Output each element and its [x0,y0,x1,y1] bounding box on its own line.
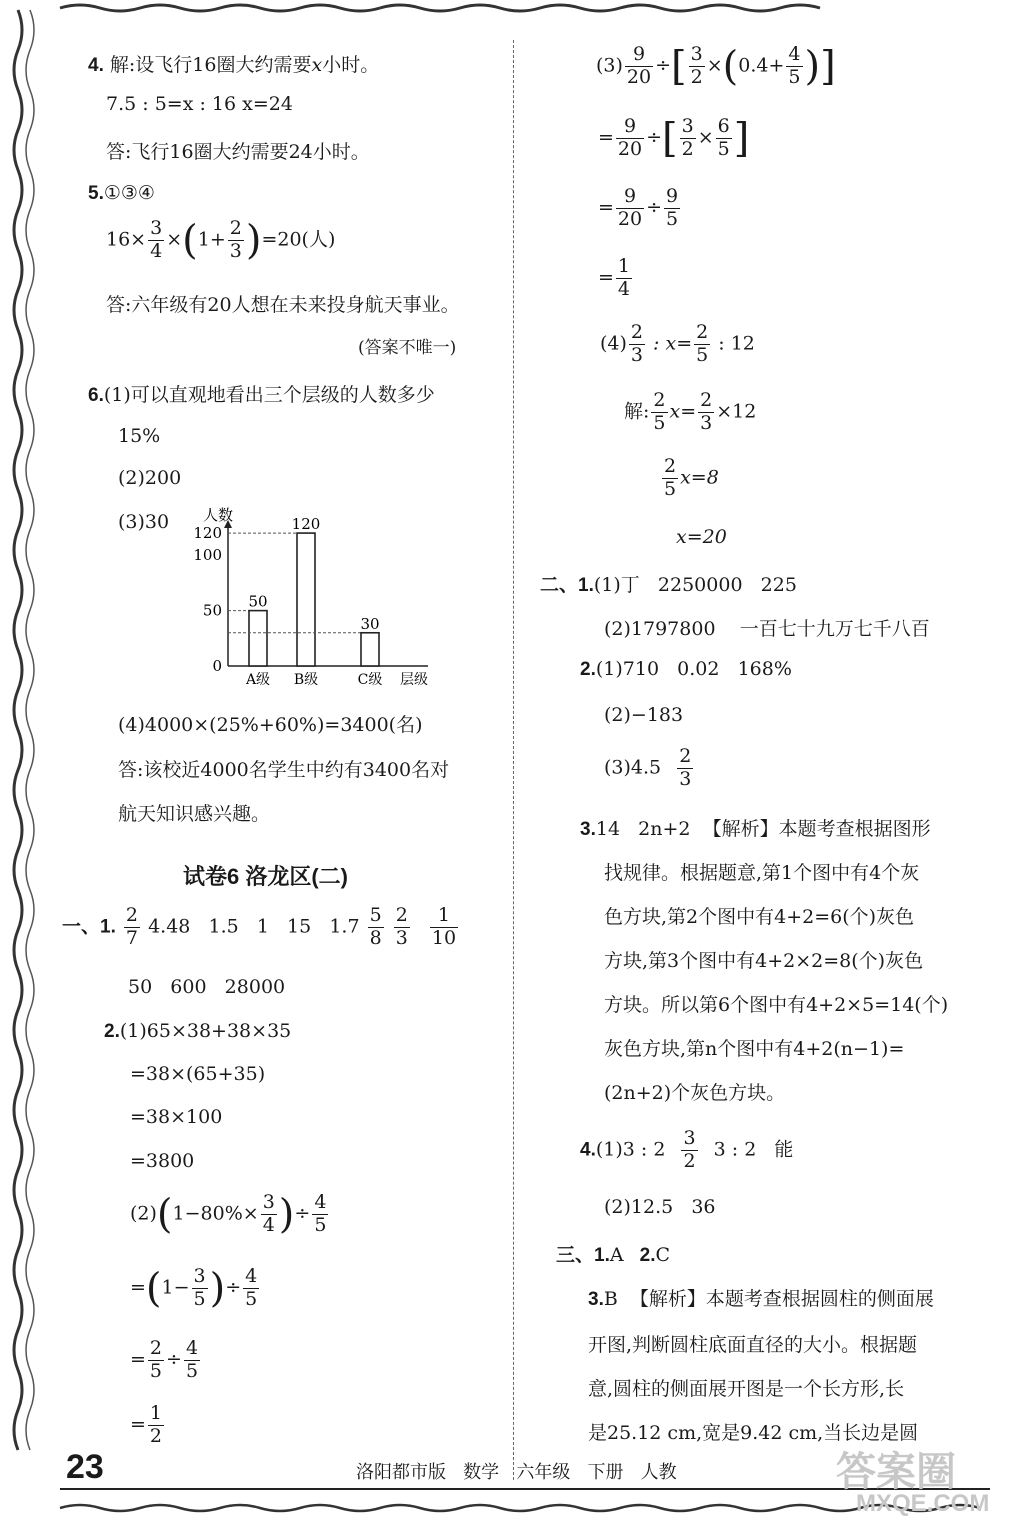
r-sec3-q3-head: 3.B 【解析】本题考查根据圆柱的侧面展 [588,1288,934,1310]
q6-part2: (2)200 [118,467,182,489]
r-p4-step1: 解: $\frac{2}{5}$ x= $\frac{2}{3}$ ×12 [624,389,757,434]
r-p3-result: = $\frac{1}{4}$ [598,255,631,300]
bar-C级 [361,633,379,666]
r-sec2-q2c: (3)4.5 $\frac{2}{3}$ [604,745,692,790]
q6-part1: 6.(1)可以直观地看出三个层级的人数多少 [88,384,435,406]
r-sec2-q2a: 2.(1)710 0.02 168% [580,658,792,680]
column-divider [513,40,514,1480]
question-number: 4. [88,55,104,76]
q4-line1: 4. 解:设飞行16圈大约需要x小时。 [88,54,380,76]
s2-line2: =38×(65+35) [130,1063,266,1085]
q5-note: (答案不唯一) [358,338,457,358]
y-tick-label: 50 [202,601,222,620]
q5-expression: 16× $\frac{3}{4}$ ×(1+ $\frac{2}{3}$ )=20(人) [106,217,336,264]
y-axis-label: 人数 [203,506,234,524]
r-sec2-q3-l3: 色方块,第2个图中有4+2=6(个)灰色 [604,906,915,928]
r-sec2-q3-l2: 找规律。根据题意,第1个图中有4个灰 [604,862,920,884]
r-sec2-q3-head: 3.14 2n+2 【解析】本题考查根据图形 [580,818,931,840]
y-tick-label: 100 [193,546,222,565]
r-sec2-q4c: (2)12.5 36 [604,1196,716,1218]
x-tick-label: B级 [293,672,319,688]
r-sec3-q3-l3: 意,圆柱的侧面展开图是一个长方形,长 [588,1378,905,1400]
r-p3-step2: = $\frac{9}{20}$ ÷ $\frac{9}{5}$ [598,185,679,230]
watermark-url: MXQE.COM [856,1490,990,1517]
r-sec3-q3-l2: 开图,判断圆柱底面直径的大小。根据题 [588,1334,918,1356]
r-sec2-q3-l7: (2n+2)个灰色方块。 [604,1082,786,1104]
r-sec3-q1q2: 三、1.A 2.C [556,1244,671,1266]
q6-answer-line1: 答:该校近4000名学生中约有3400名对 [118,759,450,781]
s2-line1: 2.(1)65×38+38×35 [104,1020,292,1042]
q6-part1-value: 15% [118,425,161,447]
s2-line3: =38×100 [130,1106,223,1128]
x-tick-label: A级 [245,672,271,688]
r-sec2-q1a: 二、1.(1)丁 2250000 225 [540,574,797,596]
y-tick-label: 120 [193,524,222,543]
s2-line4: =3800 [130,1150,195,1172]
x-axis-label: 层级 [400,672,428,688]
r-p4-expr: (4) $\frac{2}{3}$ : x= $\frac{2}{5}$ : 12 [600,321,755,366]
q4-equation: 7.5 : 5=x : 16 x=24 [106,93,293,115]
q4-answer: 答:飞行16圈大约需要24小时。 [106,141,370,163]
r-p3-step1: = $\frac{9}{20}$ ÷[ $\frac{3}{2}$ × $\frac{6}{5}$ ] [598,115,750,162]
s1-q1-row2: 50 600 28000 [128,976,286,998]
s2-part2-step1: =(1− $\frac{3}{5}$ )÷ $\frac{4}{5}$ [130,1265,258,1312]
section-title: 试卷6 洛龙区(二) [183,864,349,889]
bar-value-label: 30 [360,614,380,633]
s2-part2-step2: = $\frac{2}{5}$ ÷ $\frac{4}{5}$ [130,1337,199,1382]
y-tick-label: 0 [212,657,222,675]
bar-value-label: 120 [291,515,321,534]
footer-text: 洛阳都市版 数学 六年级 下册 人教 [356,1462,677,1483]
r-sec2-q2b: (2)−183 [604,704,684,726]
r-p4-step2: $\frac{2}{5}$ x=8 [664,455,719,500]
page-number: 23 [66,1448,104,1486]
bar-B级 [297,533,315,666]
s1-q1: 一、1. $\frac{2}{7}$ 4.48 1.5 1 15 1.7 $\frac{5}{8}$ $\frac{2}{3}$ $\frac{1}{10}$ [62,904,457,949]
bar-chart [190,500,450,700]
bar-A级 [249,611,267,666]
r-sec2-q3-l6: 灰色方块,第n个图中有4+2(n−1)= [604,1038,905,1060]
q6-part3: (3)30 [118,511,170,533]
r-sec2-q4a: 4.(1)3 : 2 $\frac{3}{2}$ 3 : 2 能 [580,1127,794,1172]
r-sec2-q3-l5: 方块。所以第6个图中有4+2×5=14(个) [604,994,949,1016]
r-sec3-q3-l4: 是25.12 cm,宽是9.42 cm,当长边是圆 [588,1422,919,1444]
s2-part2-result: = $\frac{1}{2}$ [130,1402,163,1447]
r-sec2-q1b: (2)1797800 一百七十九万七千八百 [604,618,930,640]
watermark-logo: 答案圈 [836,1450,956,1494]
r-p3-expr: (3) $\frac{9}{20}$ ÷[ $\frac{3}{2}$ ×(0.4+ $\frac{4}{5}$ )] [596,43,836,90]
r-p4-result: x=20 [676,526,727,548]
x-tick-label: C级 [357,672,383,688]
q5-answer: 答:六年级有20人想在未来投身航天事业。 [106,294,460,316]
q6-answer-line2: 航天知识感兴趣。 [118,803,271,825]
bar-value-label: 50 [248,592,268,611]
q6-part4: (4)4000×(25%+60%)=3400(名) [118,714,423,736]
r-sec2-q3-l4: 方块,第3个图中有4+2×2=8(个)灰色 [604,950,924,972]
s2-part2-expr: (2)(1−80%× $\frac{3}{4}$ )÷ $\frac{4}{5}$ [130,1191,327,1238]
q5-choices: 5.①③④ [88,182,155,204]
